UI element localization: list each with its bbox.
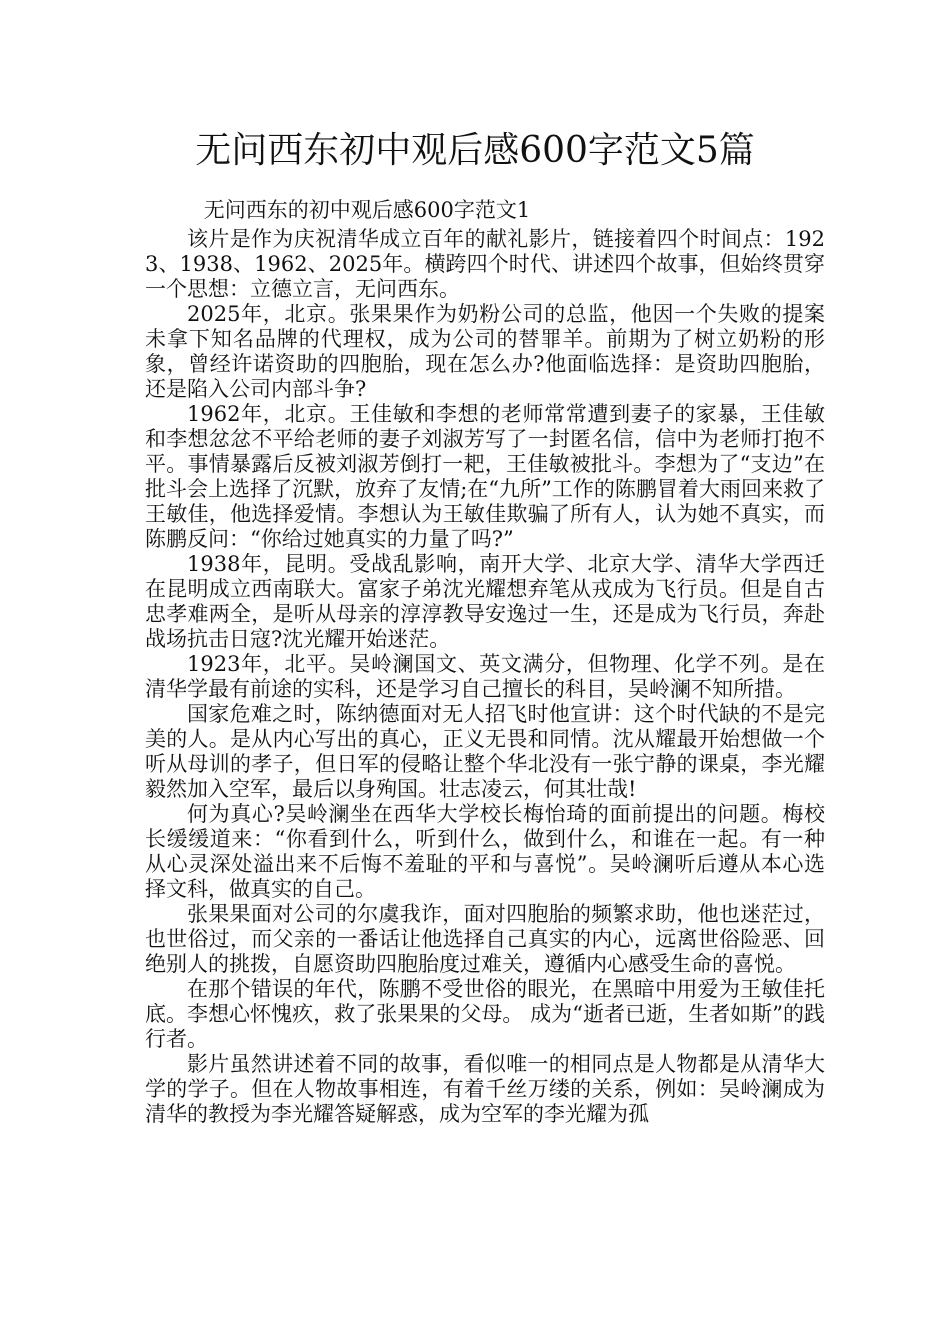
document-title: 无问西东初中观后感600字范文5篇 — [195, 130, 755, 171]
paragraph-5: 1923年，北平。吴岭澜国文、英文满分，但物理、化学不列。是在清华学最有前途的实科，还是学习自己擅长的科目，吴岭澜不知所措。 — [145, 652, 825, 701]
paragraph-10: 影片虽然讲述着不同的故事，看似唯一的相同点是人物都是从清华大学的学子。但在人物故事相连，有着千丝万缕的关系，例如：吴岭澜成为清华的教授为李光耀答疑解惑，成为空军的李光耀为孤 — [145, 1052, 825, 1126]
paragraph-7: 何为真心?吴岭澜坐在西华大学校长梅怡琦的面前提出的问题。梅校长缓缓道来：“你看到什么，听到什么，做到什么，和谁在一起。有一种从心灵深处溢出来不后悔不羞耻的平和与喜悦”。吴岭澜听后遵从本心选择文科，做真实的自己。 — [145, 802, 825, 901]
paragraph-2: 2025年，北京。张果果作为奶粉公司的总监，他因一个失败的提案未拿下知名品牌的代理权，成为公司的替罪羊。前期为了树立奶粉的形象，曾经许诺资助的四胞胎，现在怎么办?他面临选择：是资助四胞胎，还是陷入公司内部斗争? — [145, 302, 825, 401]
paragraph-1: 该片是作为庆祝清华成立百年的献礼影片，链接着四个时间点：1923、1938、1962、2025年。横跨四个时代、讲述四个故事，但始终贯穿一个思想：立德立言，无问西东。 — [145, 227, 825, 301]
section-heading: 无问西东的初中观后感600字范文1 — [203, 198, 531, 222]
paragraph-6: 国家危难之时，陈纳德面对无人招飞时他宣讲：这个时代缺的不是完美的人。是从内心写出的真心，正义无畏和同情。沈从耀最开始想做一个听从母训的孝子，但日军的侵略让整个华北没有一张宁静的课桌，李光耀毅然加入空军，最后以身殉国。壮志凌云，何其壮哉! — [145, 702, 825, 801]
paragraph-3: 1962年，北京。王佳敏和李想的老师常常遭到妻子的家暴，王佳敏和李想忿忿不平给老师的妻子刘淑芳写了一封匿名信，信中为老师打抱不平。事情暴露后反被刘淑芳倒打一耙，王佳敏被批斗。李想为了“支边”在批斗会上选择了沉默，放弃了友情;在“九所”工作的陈鹏冒着大雨回来救了王敏佳，他选择爱情。李想认为王敏佳欺骗了所有人，认为她不真实，而陈鹏反问：“你给过她真实的力量了吗?” — [145, 402, 825, 551]
paragraph-4: 1938年，昆明。受战乱影响，南开大学、北京大学、清华大学西迁在昆明成立西南联大。富家子弟沈光耀想弃笔从戎成为飞行员。但是自古忠孝难两全，是听从母亲的淳淳教导安逸过一生，还是成为飞行员，奔赴战场抗击日寇?沈光耀开始迷茫。 — [145, 552, 825, 651]
paragraph-8: 张果果面对公司的尔虞我诈，面对四胞胎的频繁求助，他也迷茫过，也世俗过，而父亲的一番话让他选择自己真实的内心，远离世俗险恶、回绝别人的挑拨，自愿资助四胞胎度过难关，遵循内心感受生命的喜悦。 — [145, 902, 825, 976]
paragraph-9: 在那个错误的年代，陈鹏不受世俗的眼光，在黑暗中用爱为王敏佳托底。李想心怀愧疚，救了张果果的父母。 成为“逝者已逝，生者如斯”的践行者。 — [145, 977, 825, 1051]
document-body — [145, 198, 825, 1127]
